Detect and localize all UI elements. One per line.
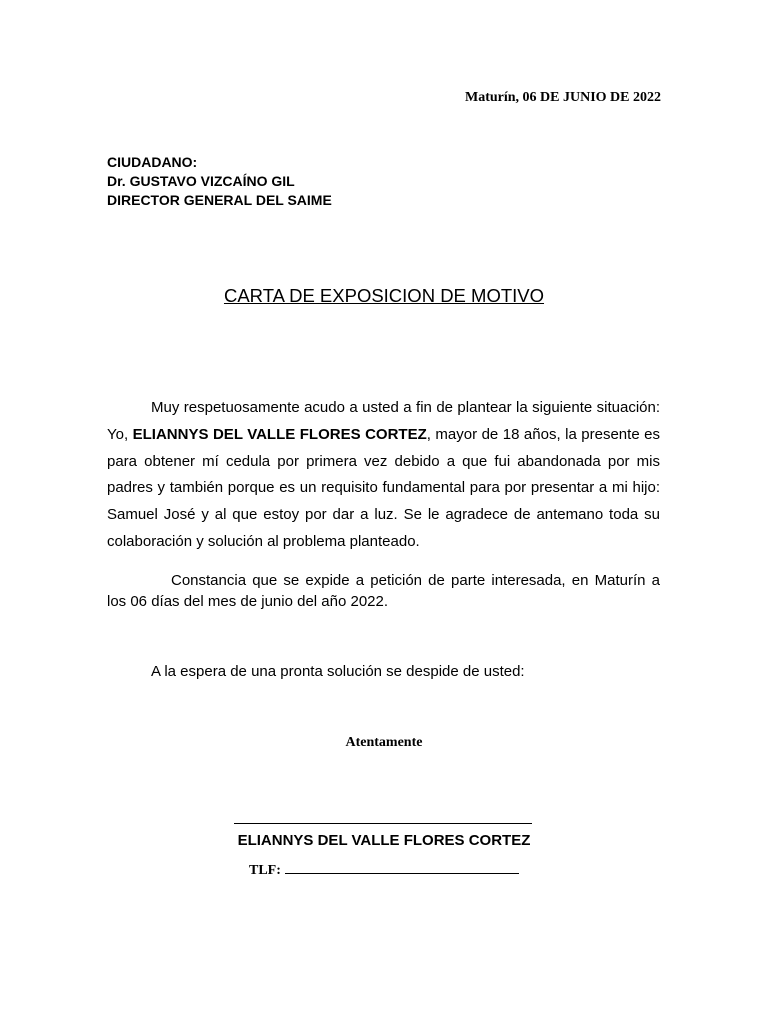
phone-label: TLF: <box>249 863 281 878</box>
phone-field <box>249 859 519 879</box>
body-paragraph-1 <box>107 395 660 556</box>
signature-line <box>234 823 532 824</box>
closing-line: A la espera de una pronta solución se despide de usted: <box>151 663 525 680</box>
letter-date: Maturín, 06 DE JUNIO DE 2022 <box>464 90 661 105</box>
recipient-block <box>107 153 332 210</box>
signoff: Atentamente <box>345 735 423 750</box>
phone-blank-line <box>285 859 519 874</box>
paragraph-1-intro: Muy respetuosamente acudo a usted a fin de plantear la siguiente situación: Yo, <box>107 399 660 443</box>
paragraph-1-rest: , mayor de 18 años, la presente es para obtener mí cedula por primera vez debido a que fui abandonada por mis padres y también porque es un requisito fundamental para por presentar a mi hijo: Samuel José y al que estoy por dar a luz. Se le agradece de antemano toda su colaboración y solución al problema planteado. <box>107 425 660 550</box>
paragraph-1-applicant-name: ELIANNYS DEL VALLE FLORES CORTEZ <box>132 425 427 443</box>
body-paragraph-2 <box>107 570 660 612</box>
letter-title: CARTA DE EXPOSICION DE MOTIVO <box>223 285 545 306</box>
paragraph-2-text: Constancia que se expide a petición de parte interesada, en Maturín a los 06 días del mes de junio del año 2022. <box>107 572 660 610</box>
recipient-salutation: CIUDADANO: <box>107 154 198 170</box>
signature-name: ELIANNYS DEL VALLE FLORES CORTEZ <box>237 832 531 849</box>
recipient-name: Dr. GUSTAVO VIZCAÍNO GIL <box>107 173 295 189</box>
recipient-position: DIRECTOR GENERAL DEL SAIME <box>107 192 332 208</box>
